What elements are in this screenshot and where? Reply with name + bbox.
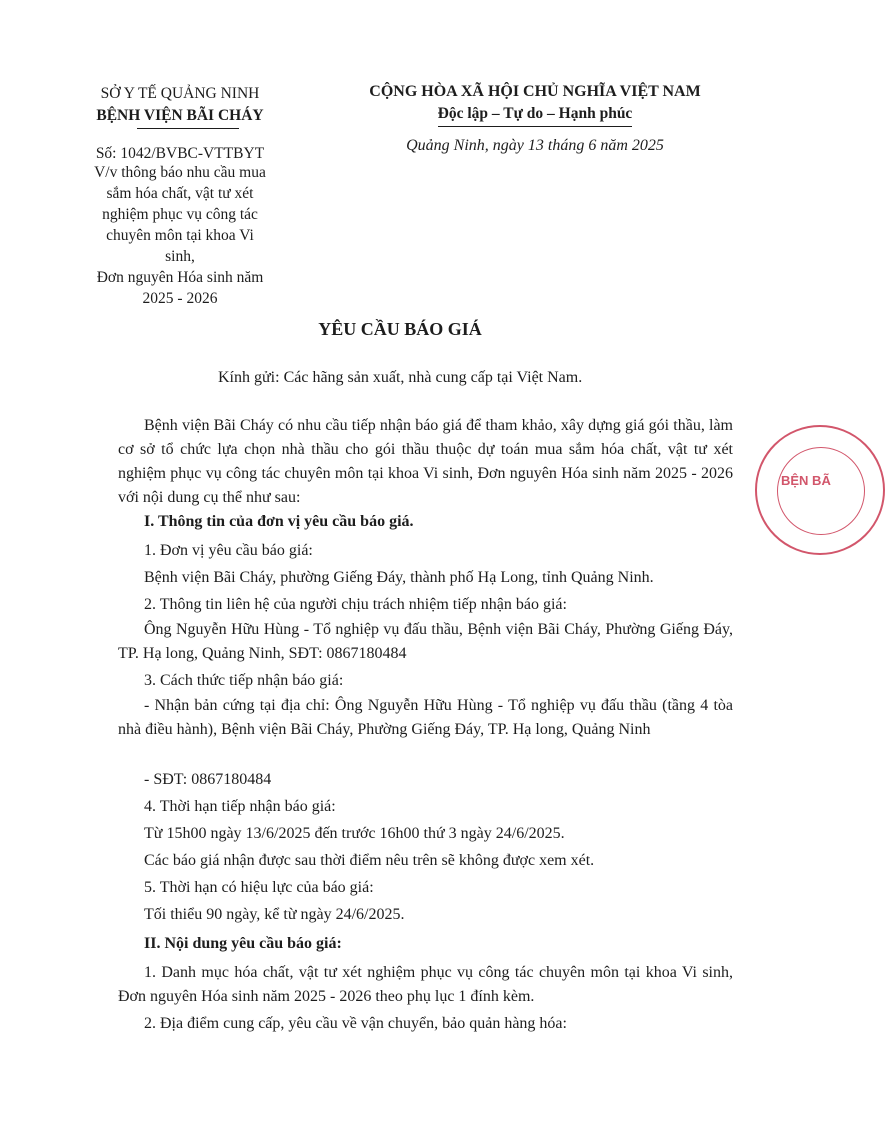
section-2-item-2: 2. Địa điểm cung cấp, yêu cầu về vận chuyển, bảo quản hàng hóa:	[144, 1015, 567, 1032]
official-stamp	[755, 425, 885, 555]
hospital-name: BỆNH VIỆN BÃI CHÁY	[96, 107, 264, 124]
section-1-item-2-value: Ông Nguyễn Hữu Hùng - Tổ nghiệp vụ đấu thầu, Bệnh viện Bãi Cháy, Phường Giếng Đáy, TP. Hạ long, Quảng Ninh, SĐT: 0867180484	[118, 621, 733, 662]
section-1-item-3-label: 3. Cách thức tiếp nhận báo giá:	[144, 672, 344, 689]
recipient-line: Kính gửi: Các hãng sản xuất, nhà cung cấp tại Việt Nam.	[218, 369, 583, 386]
department-name: SỞ Y TẾ QUẢNG NINH	[100, 85, 260, 102]
section-1-item-5-label: 5. Thời hạn có hiệu lực của báo giá:	[144, 879, 374, 896]
document-title: YÊU CẦU BÁO GIÁ	[318, 319, 482, 339]
subject-line: V/v thông báo nhu cầu mua	[94, 164, 266, 181]
national-motto: Độc lập – Tự do – Hạnh phúc	[437, 105, 633, 122]
subject-line: 2025 - 2026	[142, 290, 218, 307]
document-number: Số: 1042/BVBC-VTTBYT	[95, 145, 265, 162]
section-1-item-5-value: Tối thiểu 90 ngày, kể từ ngày 24/6/2025.	[144, 906, 405, 923]
section-1-item-4-value: Từ 15h00 ngày 13/6/2025 đến trước 16h00 thứ 3 ngày 24/6/2025.	[144, 825, 565, 842]
subject-line: sắm hóa chất, vật tư xét	[106, 185, 254, 202]
subject-line: nghiệm phục vụ công tác	[102, 206, 258, 223]
intro-paragraph: Bệnh viện Bãi Cháy có nhu cầu tiếp nhận báo giá để tham khảo, xây dựng giá gói thầu, làm cơ sở tổ chức lựa chọn nhà thầu cho gói thầu thuộc dự toán mua sắm hóa chất, vật tư xét nghiệm phục vụ công tác chuyên môn tại khoa Vi sinh, Đơn nguyên Hóa sinh năm 2025 - 2026 với nội dung cụ thể như sau:	[118, 417, 733, 506]
section-1-item-2-label: 2. Thông tin liên hệ của người chịu trách nhiệm tiếp nhận báo giá:	[144, 596, 567, 613]
section-1-item-1-value: Bệnh viện Bãi Cháy, phường Giếng Đáy, thành phố Hạ Long, tỉnh Quảng Ninh.	[144, 569, 654, 586]
section-2-item-1: 1. Danh mục hóa chất, vật tư xét nghiệm phục vụ công tác chuyên môn tại khoa Vi sinh, Đơn nguyên Hóa sinh năm 2025 - 2026 theo phụ lục 1 đính kèm.	[118, 964, 733, 1005]
section-1-item-4-label: 4. Thời hạn tiếp nhận báo giá:	[144, 798, 336, 815]
motto-underline	[438, 126, 632, 127]
section-1-item-4-note: Các báo giá nhận được sau thời điểm nêu trên sẽ không được xem xét.	[144, 852, 595, 869]
section-1-item-3-value: - Nhận bản cứng tại địa chỉ: Ông Nguyễn Hữu Hùng - Tổ nghiệp vụ đấu thầu (tầng 4 tòa nhà điều hành), Bệnh viện Bãi Cháy, Phường Giếng Đáy, TP. Hạ long, Quảng Ninh	[118, 697, 733, 738]
section-2-heading: II. Nội dung yêu cầu báo giá:	[144, 935, 342, 952]
stamp-inner-ring	[777, 447, 865, 535]
document-subject	[90, 162, 270, 309]
hospital-underline	[137, 128, 239, 129]
section-1-item-3-phone: - SĐT: 0867180484	[144, 771, 272, 788]
section-1-heading: I. Thông tin của đơn vị yêu cầu báo giá.	[144, 513, 414, 530]
section-1-item-1-label: 1. Đơn vị yêu cầu báo giá:	[144, 542, 313, 559]
republic-name: CỘNG HÒA XÃ HỘI CHỦ NGHĨA VIỆT NAM	[369, 83, 701, 100]
subject-line: chuyên môn tại khoa Vi sinh,	[106, 227, 254, 265]
place-and-date: Quảng Ninh, ngày 13 tháng 6 năm 2025	[406, 137, 664, 154]
subject-line: Đơn nguyên Hóa sinh năm	[96, 269, 264, 286]
stamp-text: BỆN BÃ	[781, 473, 831, 488]
